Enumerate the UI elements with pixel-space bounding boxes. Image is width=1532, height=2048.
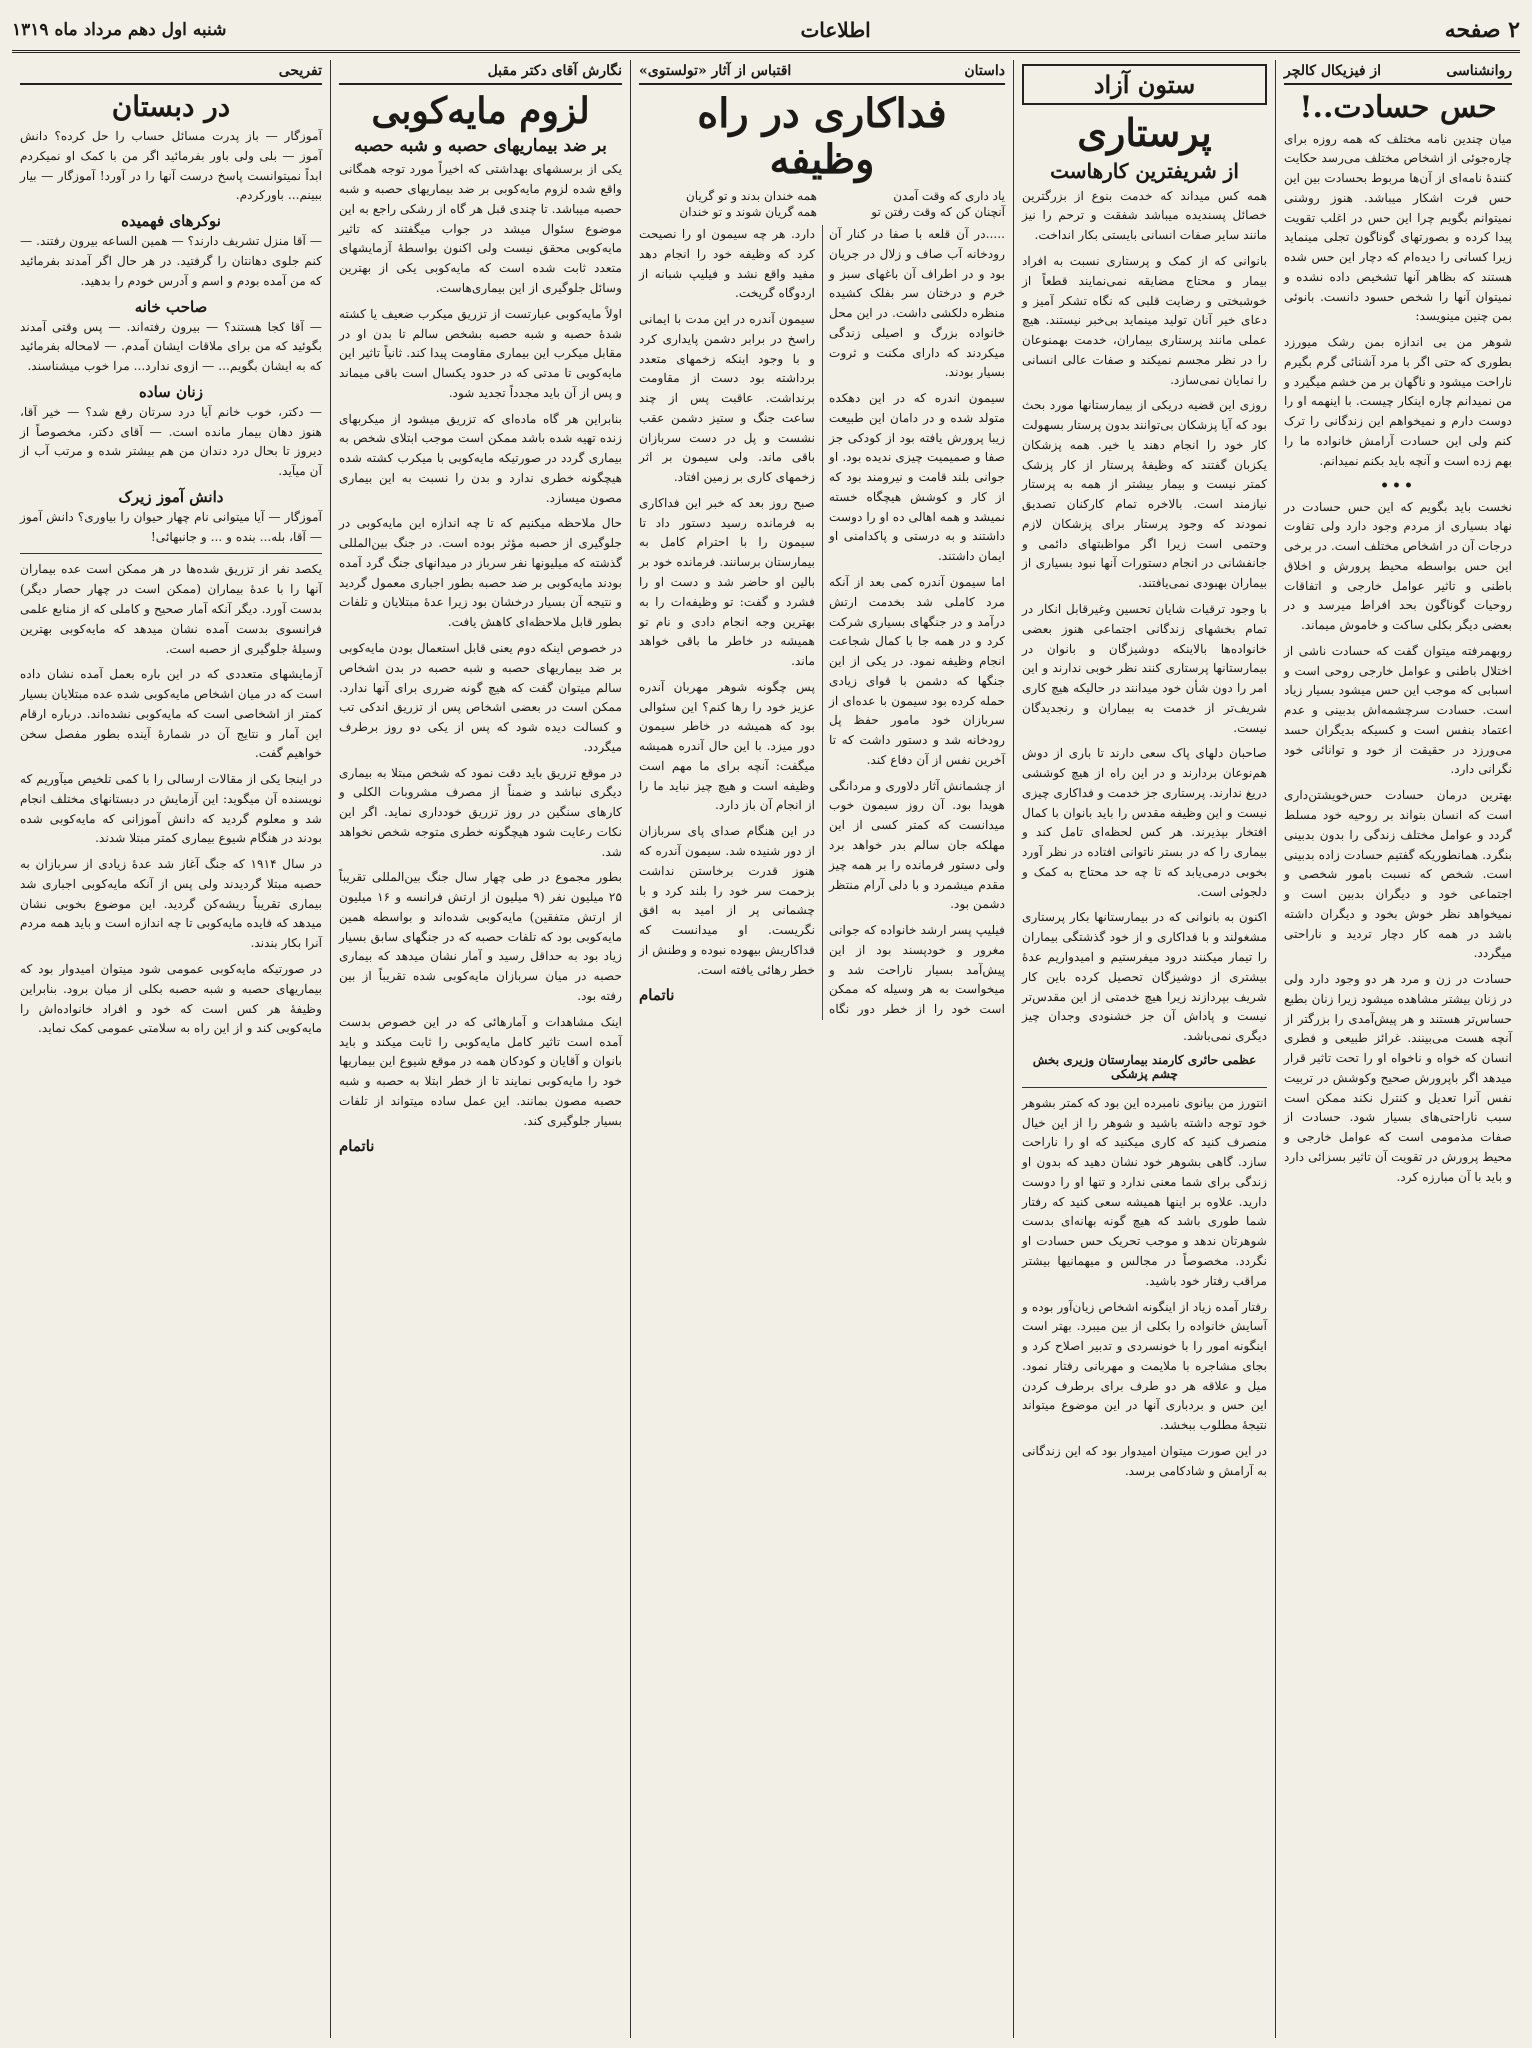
byline: از فیزیکال کالچر — [1284, 63, 1382, 79]
section-header — [1284, 60, 1512, 85]
article-headline: پرستاری — [1077, 110, 1212, 155]
newspaper-name: اطلاعات — [800, 18, 871, 42]
verse-line: آنچنان کن که وقت رفتن تو — [871, 205, 1005, 219]
column-vaccination — [330, 60, 630, 2038]
joke-dialog: — آقا کجا هستند؟ — بیرون رفته‌اند. — پس وقتی آمدند بگوئید که من برای ملاقات ایشان آمدم. — لامحاله بفرمائید که به ایشان بگویم... — ازوی ندارد... مرا خوب میشناسند. — [20, 319, 322, 374]
section-label: تفریحی — [20, 60, 322, 85]
article-paragraph: اکنون به بانوانی که در بیمارستانها بکار پرستاری مشغولند و با فداکاری و از خود گذشتگی بیماران را تیمار میکنند درود میفرستیم و امیدواریم عدهٔ بیشتری از دوشیزگان تحصیل کرده باین کار شریف بپردازند زیرا هیچ خدمتی از این مقدس‌تر نیست و پاداش آن جز خشنودی وجدان چیز دیگری نمی‌باشد. — [1022, 910, 1267, 1044]
byline: نگارش آقای دکتر مقبل — [339, 60, 622, 85]
story-body — [639, 225, 1005, 1020]
article-paragraph: صبح روز بعد که خبر این فداکاری به فرمانده رسید دستور داد تا سیمون را با احترام کامل به بیمارستان برسانند. فرمانده خود بر بالین او حاضر شد و دست او را فشرد و گفت: تو وظیفه‌ات را به بهترین وجه انجام دادی و نام تو همیشه در خاطر ما باقی خواهد ماند. — [639, 495, 815, 669]
article-paragraph: در خصوص اینکه دوم یعنی قابل استعمال بودن مایه‌کوبی بر ضد بیماریهای حصبه و شبه حصبه در بدن اشخاص سالم میتوان گفت که هیچ گونه ضرری برای آنها ندارد. ممکن است در بعضی اشخاص پس از تزریق اندکی تب و کسالت دیده شود که پس از یکی دو روز برطرف میگردد. — [339, 641, 622, 754]
article-paragraph: شوهر من بی اندازه بمن رشک میورزد بطوری که حتی اگر با مرد آشنائی گرم بگیرم ناراحت میشود و ناگهان بر من خشم میگیرد و من نمیدانم چاره اینکار چیست. با اینهمه او را دوست دارم و نمیخواهم این زندگانی را ترک کنم ولی این حسادت آرامش خانواده ما را بهم زده است و آنچه باید بکنم نمیدانم. — [1284, 335, 1512, 468]
joke-title: دانش آموز زیرک — [118, 487, 224, 506]
article-paragraph: بهترین درمان حسادت حس‌خویشتن‌داری است که انسان بتواند بر روحیه خود مسلط گردد و عوامل مختلف زندگی را بدون بدبینی بنگرد. همانطوریکه گفتیم حسادت زاده بدبینی است. شخص که نسبت بامور شخصی و اجتماعی خود و دیگران بدبین است و نمیخواهد نظر خوش بخود و دیگران داشته باشد در همه کار دچار تردید و ناراحتی میگردد. — [1284, 788, 1512, 961]
article-paragraph: آزمایشهای متعددی که در این باره بعمل آمده نشان داده است که در میان اشخاص مایه‌کوبی شده عده مبتلایان بسیار کمتر از اشخاصی است که مایه‌کوبی نشده‌اند. درباره ارقام این آمار و نتایج آن در شمارهٔ آینده بطور مفصل سخن خواهیم گفت. — [20, 667, 322, 761]
column-nursing — [1013, 60, 1275, 2038]
article-paragraph: روبهمرفته میتوان گفت که حسادت ناشی از اختلال باطنی و عوامل خارجی روحی است و اسبابی که موجب این حس میشود بسیار زیاد است. حسادت سرچشمه‌اش بدبینی و عدم اعتماد بنفس است و کسیکه بدیگران حسد می‌ورزد در حقیقت از خود و توانائی خود نگرانی دارد. — [1284, 643, 1512, 777]
section-label: داستان — [964, 63, 1005, 79]
article-paragraph: فیلیپ پسر ارشد خانواده که جوانی مغرور و خودپسند بود از این پیش‌آمد بسیار ناراحت شد و میخواست به هر وسیله که ممکن است خود را از خطر دور نگاه دارد. هر چه سیمون او را نصیحت کرد که وظیفه خود را انجام دهد مفید واقع نشد و فیلیپ شبانه از اردوگاه گریخت. — [639, 227, 1005, 1017]
article-paragraph: بنابراین هر گاه ماده‌ای که تزریق میشود از میکربهای زنده تهیه شده باشد ممکن است موجب ابتلای شخص به بیماری گردد در صورتیکه مایه‌کوبی با میکرب کشته شده هیچگونه خطری ندارد و بدن را نسبت به این بیماری مصون میسازد. — [339, 411, 622, 505]
joke-title: زنان ساده — [139, 382, 203, 401]
article-paragraph: .....در آن قلعه با صفا در کنار آن رودخانه آب صاف و زلال در جریان بود و در اطراف آن باغهای سبز و خرم و درختان سر بفلک کشیده منظره دلکشی داشت. در این محل خانواده بزرگ و اصیلی زندگی میکردند که دارای مکنت و ثروت بسیار بودند. — [829, 227, 1005, 380]
joke-dialog: آموزگار — باز پدرت مسائل حساب را حل کرده؟ دانش آموز — بلی ولی باور بفرمائید اگر من با کمک او نمیکردم ابداً نمیتوانست پاسخ درست آنها را در آورد! آموزگار — بیار ببینم... باورکردم. — [20, 129, 322, 203]
article-paragraph: از چشمانش آثار دلاوری و مردانگی هویدا بود. آن روز سیمون خوب میدانست که کمتر کسی از این مهلکه جان سالم بدر خواهد برد ولی دستور فرمانده را بر همه چیز مقدم میشمرد و با دلی آرام منتظر دشمن بود. — [829, 778, 1005, 912]
byline: اقتباس از آثار «تولستوی» — [639, 63, 792, 79]
joke-title: صاحب خانه — [134, 297, 208, 316]
article-paragraph: در صورتیکه مایه‌کوبی عمومی شود میتوان امیدوار بود که بیماریهای حصبه و شبه حصبه بکلی از میان برود. بنابراین وظیفهٔ هر کس است که خود و افراد خانواده‌اش را مایه‌کوبی کند و از این راه به سلامتی عمومی کمک نماید. — [20, 961, 322, 1036]
joke-dialog: — آقا منزل تشریف دارند؟ — همین الساعه بیرون رفتند. — کنم جلوی دهانتان را گرفتید. در هر حال اگر آمدند بفرمائید که من آمده بودم و اسم و آدرس خودم را بدهید. — [20, 234, 322, 288]
article-paragraph: در اینجا یکی از مقالات ارسالی را با کمی تلخیص میآوریم که نویسنده آن میگوید: این آزمایش در دبستانهای مختلف انجام شد و معلوم گردید که دانش آموزانی که مایه‌کوبی شده بودند در هنگام شیوع بیماری کمتر مبتلا شدند. — [20, 772, 322, 846]
article-paragraph: انتورز من بیانوی نامبرده این بود که کمتر بشوهر خود توجه داشته باشید و شوهر را از این خیال منصرف کنید که کاری میکنید که او را ناراحت سازد. گاهی بشوهر خود نشان دهید که بدون او زندگی برای شما معنی ندارد و تنها او را دوست دارید. علاوه بر اینها همیشه سعی کنید که رفتار شما طوری باشد که هیچ گونه بهانه‌ای بدست شوهرتان ندهد و موجب تحریک حس حسادت او نگردد. مخصوصاً در مجالس و میهمانیها بیشتر مراقب رفتار خود باشید. — [1022, 1095, 1267, 1288]
continued-label: ناتمام — [339, 1137, 375, 1156]
column-psychology — [1275, 60, 1520, 2038]
article-paragraph: با وجود ترقیات شایان تحسین وغیرقابل انکار در تمام بخشهای زندگانی اجتماعی هنوز بعضی خانواده‌ها بالاینکه دوشیزگان و بانوان در بیمارستانها پرستاری کنند نظر خوبی ندارند و این امر را دون شأن خود میدانند در حالیکه هیچ کاری شریف‌تر از خدمت به بیماران و رنجدیدگان نیست. — [1022, 602, 1267, 735]
article-subheadline: بر ضد بیماریهای حصبه و شبه حصبه — [354, 136, 607, 157]
article-paragraph: اما سیمون آندره کمی بعد از آنکه مرد کاملی شد بخدمت ارتش درآمد و در جنگهای بسیاری شرکت کرد و در همه جا با کمال شجاعت انجام وظیفه نمود. در یکی از این جنگها که دشمن با قوای زیادی حمله کرده بود سیمون با عده‌ای از سربازان خود مامور حفظ پل رودخانه شد و دستور داشت که تا آخرین نفس از آن دفاع کند. — [829, 575, 1005, 767]
verse-line: همه گریان شوند و تو خندان — [679, 205, 817, 219]
continued-label: ناتمام — [639, 986, 675, 1005]
article-paragraph: اینک مشاهدات و آمارهائی که در این خصوص بدست آمده است تاثیر کامل مایه‌کوبی را ثابت میکند و باید بانوان و آقایان و کودکان همه در موقع شیوع این بیماریها خود را مایه‌کوبی نمایند تا از خطر ابتلا به حصبه و شبه حصبه مصون بمانند. این عمل ساده میتواند از تلفات بسیار جلوگیری کند. — [339, 1014, 622, 1128]
author-signature: عظمی حائری کارمند بیمارستان وزیری بخش چشم پزشکی — [1032, 1052, 1257, 1081]
article-paragraph: سیمون اندره که در این دهکده متولد شده و در دامان این طبیعت زیبا پرورش یافته بود از کودکی جز صفا و صمیمیت چیزی ندیده بود. او جوانی بلند قامت و نیرومند بود که از کار و کوشش هیچگاه خسته نمیشد و همه اهالی ده او را دوست داشتند و به درستی و پاکدامنی او ایمان داشتند. — [829, 391, 1005, 564]
joke-title: نوکرهای فهمیده — [121, 212, 221, 231]
article-paragraph: بانوانی که از کمک و پرستاری نسبت به افراد بیمار و محتاج مضایقه نمی‌نمایند قطعاً از خوشبختی و رضایت قلبی که نگاه تشکر آمیز و دعای خیر آنان تولید مینماید بی‌خبر نیستند. هیچ عملی مانند پرستاری بیماران، خدمت بهمنوعان را در نظر مجسم نمیکند و صفات عالی انسانی را نمایان نمی‌سازد. — [1022, 253, 1267, 387]
joke-dialog: — دکتر، خوب خانم آیا درد سرتان رفع شد؟ — خیر آقا، هنوز دهان بیمار مانده است. — آقای دکتر، مخصوصاً از دیروز تا بحال درد دندان من هم بیشتر شده و مرتب آب از آن میآید. — [20, 404, 322, 479]
column-story — [630, 60, 1013, 2038]
article-headline: فداکاری در راه وظیفه — [697, 90, 947, 183]
page-number: ۲ صفحه — [1444, 17, 1520, 43]
article-headline: حس حسادت..! — [1299, 90, 1497, 125]
article-paragraph: حسادت در زن و مرد هر دو وجود دارد ولی در زنان بیشتر مشاهده میشود زیرا زنان بطبع حساس‌تر هستند و هر پیش‌آمدی را بزرگتر از آنچه هست می‌بینند. غرائز طبیعی و فطری انسان که خواه و ناخواه او را تحت تاثیر قرار میدهد اگر باپرورش صحیح وکوشش در تربیت نفس آنرا تعدیل و کنترل نکند ممکن است سبب ناراحتی‌های بسیار شود. حسادت از صفات مذمومی است که عوامل خارجی و محیط پرورش در تقویت آن تاثیر بسزائی دارد و باید با آن مبارزه کرد. — [1284, 972, 1512, 1184]
verse-line: یاد داری که وقت آمدن — [893, 189, 1005, 203]
article-paragraph: سیمون آندره در این مدت با ایمانی راسخ در برابر دشمن پایداری کرد و با وجود اینکه زخمهای متعدد برداشته بود دست از مقاومت برنداشت. عاقبت پس از چند ساعت جنگ و ستیز دشمن عقب نشست و پل در دست سربازان باقی ماند. ولی سیمون بر اثر زخمهای کاری بر زمین افتاد. — [639, 312, 815, 485]
column-entertainment — [12, 60, 330, 2038]
article-headline: لزوم مایه‌کوبی — [371, 90, 590, 132]
article-paragraph: پس چگونه شوهر مهربان آندره عزیز خود را رها کنم؟ این سئوالی بود که همیشه در خاطر سیمون دور میزد. با این حال آندره همیشه میگفت: آنچه برای ما مهم است وظیفه است و هیچ چیز نباید ما را از انجام آن باز دارد. — [639, 679, 815, 813]
divider — [1022, 1087, 1267, 1088]
article-paragraph: بطور مجموع در طی چهار سال جنگ بین‌المللی تقریباً ۲۵ میلیون نفر (۹ میلیون از ارتش فرانسه و ۱۶ میلیون از ارتش متفقین) مایه‌کوبی شده‌اند و بواسطه همین مایه‌کوبی بود که تلفات حصبه که در جنگهای سابق بسیار زیاد بود به حداقل رسید و آمار نشان میدهد که بیماری حصبه در میان سربازان مایه‌کوبی شده تقریباً از بین رفته بود. — [339, 870, 622, 1004]
article-paragraph: روزی این قضیه دریکی از بیمارستانها مورد بحث بود که آیا پزشکان بی‌توانند بدون پرستار بسهولت کار خود را انجام دهند یا خیر. همه پزشکان یکزبان گفتند که وظیفهٔ پرستار از کار پزشک کمتر نیست و بیمار بیشتر از همه به پرستار نیازمند است. بالاخره تمام کارکنان تصدیق نمودند که وجود پرستار برای پزشکان لازم وحتمی است زیرا اگر مواظبتهای دائمی و جانفشانی در انجام دستورات آنها نبود بسیاری از بیماران بهبودی نمی‌یافتند. — [1022, 398, 1267, 591]
separator: ••• — [1380, 477, 1416, 494]
article-paragraph: در این هنگام صدای پای سربازان از دور شنیده شد. سیمون آندره که هنوز قدرت برخاستن نداشت بزحمت سر خود را بلند کرد و با چشمانی پر از امید به افق نگریست. او میدانست که فداکاریش بیهوده نبوده و وطنش از خطر رهائی یافته است. — [639, 824, 815, 977]
divider — [20, 553, 322, 554]
issue-date: شنبه اول دهم مرداد ماه ۱۳۱۹ — [12, 20, 227, 40]
poem-verse — [639, 189, 1005, 219]
article-subheadline: از شریفترین کارهاست — [1050, 158, 1239, 183]
article-paragraph: در موقع تزریق باید دقت نمود که شخص مبتلا به بیماری دیگری نباشد و ضمناً از مصرف مشروبات الکلی و کارهای سنگین در روز تزریق خودداری نماید. اگر این نکات رعایت شود هیچگونه خطری متوجه شخص نخواهد شد. — [339, 765, 622, 859]
article-paragraph: یکصد نفر از تزریق شده‌ها در هر ممکن است عده بیماران آنها را با عدهٔ بیماران (ممکن است در چهار حصار دیگر) بدست آورد. دیگر آنکه آمار صحیح و کاملی که از منابع علمی فرانسوی بدست آمده نشان میدهد که مایه‌کوبی بهترین وسیلهٔ جلوگیری از حصبه است. — [20, 562, 322, 656]
article-paragraph: نخست باید بگویم که این حس حسادت در نهاد بسیاری از مردم وجود دارد ولی تفاوت درجات آن در اشخاص مختلف است. در برخی این حس بواسطه محیط پرورش و اخلاق باطنی و تاثیر عوامل خارجی و اتفاقات روحیات گوناگون بحد افراط میرسد و در بعضی دیگر بکلی ساکت و خاموش میماند. — [1284, 499, 1512, 633]
article-headline: در دبستان — [111, 90, 231, 123]
masthead — [12, 10, 1520, 53]
joke-dialog: آموزگار — آیا میتوانی نام چهار حیوان را بیاوری؟ دانش آموز — آقا، بله... بنده و ... و جانبهائی! — [20, 509, 322, 544]
article-paragraph: رفتار آمده زیاد از اینگونه اشخاص زیان‌آور بوده و آسایش خانواده را بکلی از بین میبرد. بهتر است اینگونه امور را با خونسردی و تدبیر اصلاح کرد و بجای مشاجره با ملایمت و مهربانی رفتار نمود. میل و علاقه هر دو طرف برای برطرف کردن این حس و بردباری آنها در این موضوع میتواند نتیجهٔ مطلوب ببخشد. — [1022, 1299, 1267, 1433]
section-label: روانشناسی — [1446, 63, 1512, 79]
article-paragraph: در سال ۱۹۱۴ که جنگ آغاز شد عدهٔ زیادی از سربازان به حصبه مبتلا گردیدند ولی پس از آنکه مایه‌کوبی اجباری شد بیماری تقریباً ریشه‌کن گردید. این موضوع بخوبی نشان میدهد که فایده مایه‌کوبی تا چه اندازه است و باید همه مردم آنرا بکار بندند. — [20, 857, 323, 951]
article-paragraph: میان چندین نامه مختلف که همه روزه برای چاره‌جوئی از اشخاص مختلف می‌رسد حکایت کنندهٔ نامه‌ای از آن‌ها مربوط بحسادت بین این حس فرت اشکار میباشد. هنوز روشنی نمیتوانم بگویم چرا این حس در اغلب تقویت پیدا کرده و بصورتهای گوناگون تجلی مینماید زیرا کسانی را دیده‌ام که دچار این حس شده هستند که بظاهر آنها تشخیص داده نشده و نمیتوان آنها را شخص حسود دانست. بانوئی بمن چنین مینویسد: — [1284, 131, 1512, 324]
article-paragraph: یکی از برسشهای بهداشتی که اخیراً مورد توجه همگانی واقع شده لزوم مایه‌کوبی بر ضد بیماریهای حصبه و شبه حصبه میباشد. تا چندی قبل هر گاه از رشکی راجع به این موضوع سئوال میشد در جواب میگفتند که تاثیر مایه‌کوبی محقق نیست ولی اکنون بواسطهٔ آزمایشهای متعدد ثابت شده است که مایه‌کوبی یکی از بهترین وسائل جلوگیری از این بیماری‌هاست. — [339, 162, 622, 295]
article-paragraph: همه کس میداند که خدمت بنوع از بزرگترین خصائل پسندیده میباشد شفقت و ترحم را نیز مانند سایر صفات انسانی بایستی بکار انداخت. — [1022, 188, 1267, 243]
columns — [12, 60, 1520, 2038]
verse-line: همه خندان بدند و تو گریان — [685, 189, 817, 203]
article-paragraph: حال ملاحظه میکنیم که تا چه اندازه این مایه‌کوبی در جلوگیری از حصبه مؤثر بوده است. در جنگ بین‌المللی گذشته که میلیونها نفر سرباز در میدانهای جنگ گرد آمده بودند مایه‌کوبی بر ضد حصبه بطور اجباری معمول گردید و نتیجه آن بسیار درخشان بود زیرا عدهٔ مبتلایان و تلفات بطور قابل ملاحظه‌ای کاهش یافت. — [339, 516, 622, 630]
article-paragraph: در این صورت میتوان امیدوار بود که این زندگانی به آرامش و شادکامی برسد. — [1022, 1443, 1267, 1478]
article-paragraph: اولاً مایه‌کوبی عبارتست از تزریق میکرب ضعیف یا کشته شدهٔ حصبه و شبه حصبه بشخص سالم تا بدن او در مقابل میکرب این بیماری مقاومت پیدا کند. ثانیاً تاثیر این مایه‌کوبی تا مدتی که در حدود یکسال است باقی میماند و پس از آن باید مجدداً تجدید شود. — [339, 306, 622, 400]
article-paragraph: صاحبان دلهای پاک سعی دارند تا باری از دوش هم‌نوعان بردارند و در این راه از هیچ کوششی دریغ ندارند. پرستاری جز خدمت و فداکاری چیزی نیست و این وظیفه مقدس را باید بانوان با کمال افتخار بپذیرند. هر کس لحظه‌ای تامل کند و بیماری را که در بستر ناتوانی افتاده در نظر آورد بخوبی درمی‌یابد که تا چه حد محتاج به کمک و دلجوئی است. — [1022, 746, 1267, 899]
section-header — [639, 60, 1005, 85]
column-banner: ستون آزاد — [1022, 64, 1267, 105]
